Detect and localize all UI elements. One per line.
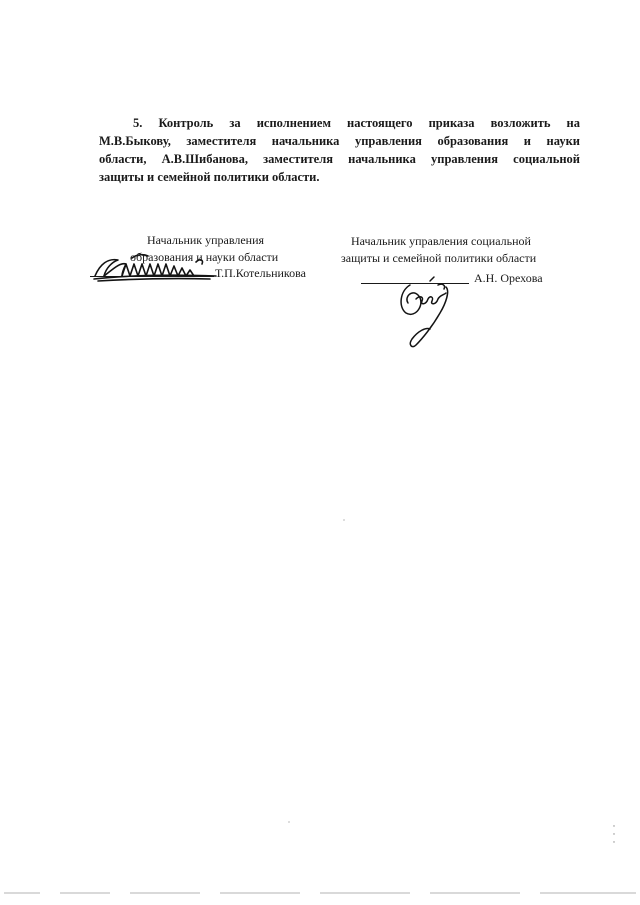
paragraph-line: М.В.Быкову, заместителя начальника управления образования и науки [99,134,580,148]
paragraph-line: 5. Контроль за исполнением настоящего приказа возложить на [133,116,580,130]
left-signatory-title-line1: Начальник управления [147,233,265,247]
right-signatory-title-line2: защиты и семейной политики области [341,251,537,265]
paragraph-line: защиты и семейной политики области. [99,170,320,184]
right-signatory-title-line1: Начальник управления социальной [351,234,531,248]
right-signatory-name: А.Н. Орехова [474,271,543,285]
left-signatory-title-line2: образования и науки области [130,250,279,264]
left-signatory-name: Т.П.Котельникова [215,266,306,280]
paragraph-line: области, А.В.Шибанова, заместителя начальника управления социальной [99,152,580,166]
